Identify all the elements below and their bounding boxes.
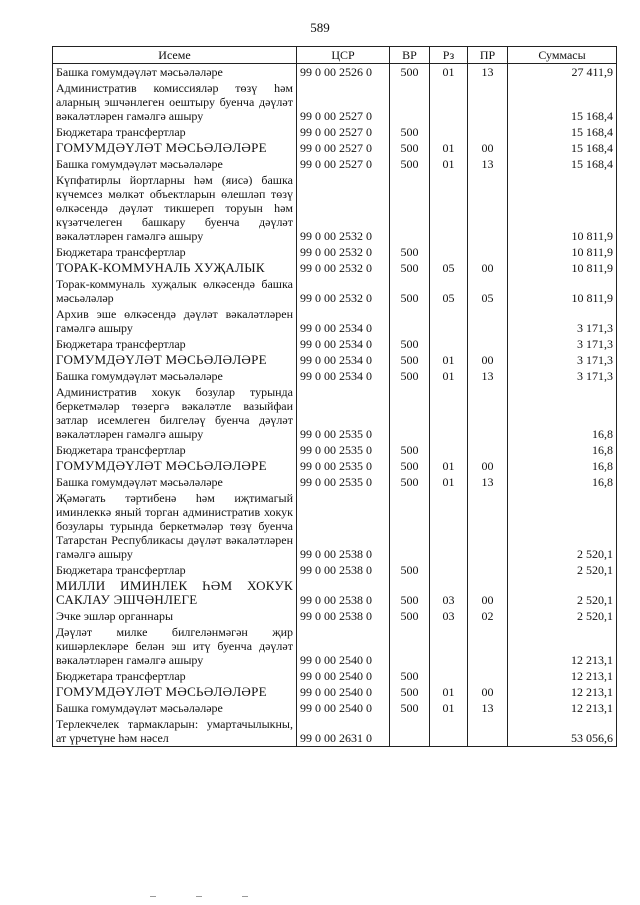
table-row xyxy=(53,156,617,172)
row-vr: 500 xyxy=(390,140,430,156)
table-row xyxy=(53,172,617,244)
row-csr: 99 0 00 2526 0 xyxy=(297,64,390,81)
row-name: Дәүләт милке билгеләнмәгән җир кишәрлекләре белән эш итү буенча дәүләт вәкаләтләрен гамәлгә ашыру xyxy=(53,624,297,668)
row-csr: 99 0 00 2540 0 xyxy=(297,624,390,668)
table-row xyxy=(53,64,617,81)
row-sum: 15 168,4 xyxy=(508,140,617,156)
row-csr: 99 0 00 2527 0 xyxy=(297,124,390,140)
header-sum: Суммасы xyxy=(508,47,617,64)
row-name: Башка гомумдәүләт мәсьәләләре xyxy=(53,474,297,490)
row-csr: 99 0 00 2532 0 xyxy=(297,260,390,276)
row-csr: 99 0 00 2540 0 xyxy=(297,668,390,684)
row-sum: 2 520,1 xyxy=(508,608,617,624)
row-name: Башка гомумдәүләт мәсьәләләре xyxy=(53,700,297,716)
row-csr: 99 0 00 2538 0 xyxy=(297,578,390,608)
row-rz xyxy=(430,442,468,458)
row-csr: 99 0 00 2540 0 xyxy=(297,684,390,700)
table-row xyxy=(53,578,617,608)
row-csr: 99 0 00 2535 0 xyxy=(297,384,390,442)
row-rz xyxy=(430,336,468,352)
row-rz: 01 xyxy=(430,474,468,490)
row-vr: 500 xyxy=(390,578,430,608)
row-csr: 99 0 00 2532 0 xyxy=(297,276,390,306)
row-pr: 13 xyxy=(468,474,508,490)
row-name: Бюджетара трансфертлар xyxy=(53,336,297,352)
row-pr xyxy=(468,716,508,747)
row-csr: 99 0 00 2631 0 xyxy=(297,716,390,747)
row-sum: 2 520,1 xyxy=(508,490,617,562)
table-row xyxy=(53,306,617,336)
row-vr: 500 xyxy=(390,700,430,716)
table-row xyxy=(53,244,617,260)
row-name: ТОРАК-КОММУНАЛЬ ХУҖАЛЫК xyxy=(53,260,297,276)
row-sum: 12 213,1 xyxy=(508,624,617,668)
row-vr: 500 xyxy=(390,442,430,458)
table-header xyxy=(53,47,617,64)
row-pr: 00 xyxy=(468,140,508,156)
row-vr xyxy=(390,490,430,562)
row-pr xyxy=(468,624,508,668)
row-vr: 500 xyxy=(390,474,430,490)
row-csr: 99 0 00 2535 0 xyxy=(297,458,390,474)
table-row xyxy=(53,716,617,747)
row-sum: 16,8 xyxy=(508,458,617,474)
row-sum: 15 168,4 xyxy=(508,156,617,172)
row-vr xyxy=(390,716,430,747)
row-rz: 01 xyxy=(430,140,468,156)
row-sum: 3 171,3 xyxy=(508,368,617,384)
table-row xyxy=(53,458,617,474)
table-row xyxy=(53,80,617,124)
row-name: Бюджетара трансфертлар xyxy=(53,668,297,684)
row-rz: 03 xyxy=(430,578,468,608)
row-rz xyxy=(430,306,468,336)
row-rz: 05 xyxy=(430,260,468,276)
row-name: Бюджетара трансфертлар xyxy=(53,442,297,458)
row-sum: 2 520,1 xyxy=(508,578,617,608)
row-pr xyxy=(468,490,508,562)
table-body xyxy=(53,64,617,747)
row-vr: 500 xyxy=(390,352,430,368)
table-row xyxy=(53,668,617,684)
row-vr: 500 xyxy=(390,458,430,474)
row-name: Архив эше өлкәсендә дәүләт вәкаләтләрен гамәлгә ашыру xyxy=(53,306,297,336)
row-pr xyxy=(468,562,508,578)
row-sum: 16,8 xyxy=(508,474,617,490)
row-csr: 99 0 00 2534 0 xyxy=(297,336,390,352)
row-vr: 500 xyxy=(390,64,430,81)
row-sum: 10 811,9 xyxy=(508,260,617,276)
row-pr xyxy=(468,442,508,458)
row-name: Административ хокук бозулар турында беркетмәләр төзергә вәкаләтле вазыйфаи затлар исемлеген билгеләү буенча дәүләт вәкаләтләрен гамәлгә ашыру xyxy=(53,384,297,442)
row-name: Башка гомумдәүләт мәсьәләләре xyxy=(53,368,297,384)
row-csr: 99 0 00 2535 0 xyxy=(297,442,390,458)
row-pr: 00 xyxy=(468,260,508,276)
header-pr: ПР xyxy=(468,47,508,64)
row-sum: 16,8 xyxy=(508,384,617,442)
row-pr: 13 xyxy=(468,700,508,716)
page-number: 589 xyxy=(310,20,330,35)
row-rz: 01 xyxy=(430,156,468,172)
row-rz xyxy=(430,624,468,668)
row-pr: 00 xyxy=(468,458,508,474)
row-csr: 99 0 00 2538 0 xyxy=(297,608,390,624)
row-sum: 10 811,9 xyxy=(508,276,617,306)
row-sum: 27 411,9 xyxy=(508,64,617,81)
row-vr: 500 xyxy=(390,124,430,140)
row-name: Җәмәгать тәртибенә һәм иҗтимагый иминлеккә яный торган административ хокук бозулары турында беркетмәләр төзү буенча Татарстан Республикасы дәүләт вәкаләтләрен гамәлгә ашыру xyxy=(53,490,297,562)
row-csr: 99 0 00 2534 0 xyxy=(297,352,390,368)
row-csr: 99 0 00 2534 0 xyxy=(297,368,390,384)
row-rz xyxy=(430,244,468,260)
row-name: Бюджетара трансфертлар xyxy=(53,244,297,260)
row-rz xyxy=(430,562,468,578)
row-vr: 500 xyxy=(390,276,430,306)
row-vr xyxy=(390,80,430,124)
row-vr xyxy=(390,172,430,244)
row-name: МИЛЛИ ИМИНЛЕК ҺӘМ ХОКУК САКЛАУ ЭШЧӘНЛЕГЕ xyxy=(53,578,297,608)
row-vr xyxy=(390,624,430,668)
table-row xyxy=(53,140,617,156)
row-pr: 05 xyxy=(468,276,508,306)
table-row xyxy=(53,352,617,368)
row-vr: 500 xyxy=(390,668,430,684)
row-name: Башка гомумдәүләт мәсьәләләре xyxy=(53,156,297,172)
table-row xyxy=(53,490,617,562)
row-pr xyxy=(468,668,508,684)
row-name: Торак-коммуналь хуҗалык өлкәсендә башка мәсьәләләр xyxy=(53,276,297,306)
row-csr: 99 0 00 2534 0 xyxy=(297,306,390,336)
row-rz xyxy=(430,80,468,124)
row-sum: 53 056,6 xyxy=(508,716,617,747)
table-row xyxy=(53,474,617,490)
row-rz: 01 xyxy=(430,368,468,384)
row-rz xyxy=(430,172,468,244)
row-sum: 12 213,1 xyxy=(508,700,617,716)
row-name: ГОМУМДӘҮЛӘТ МӘСЬӘЛӘЛӘРЕ xyxy=(53,684,297,700)
table-row xyxy=(53,562,617,578)
row-vr: 500 xyxy=(390,608,430,624)
row-csr: 99 0 00 2532 0 xyxy=(297,172,390,244)
row-name: Бюджетара трансфертлар xyxy=(53,562,297,578)
row-csr: 99 0 00 2527 0 xyxy=(297,80,390,124)
row-pr: 13 xyxy=(468,368,508,384)
row-name: Терлекчелек тармакларын: умартачылыкны, ат үрчетүне һәм нәсел xyxy=(53,716,297,747)
header-row xyxy=(53,47,617,64)
row-vr xyxy=(390,384,430,442)
row-pr: 00 xyxy=(468,578,508,608)
table-row xyxy=(53,368,617,384)
scan-specks xyxy=(150,884,450,888)
table-row xyxy=(53,276,617,306)
row-pr xyxy=(468,384,508,442)
header-rz: Рз xyxy=(430,47,468,64)
row-pr xyxy=(468,124,508,140)
row-sum: 3 171,3 xyxy=(508,352,617,368)
row-sum: 15 168,4 xyxy=(508,124,617,140)
row-rz: 01 xyxy=(430,458,468,474)
row-pr: 02 xyxy=(468,608,508,624)
row-vr: 500 xyxy=(390,562,430,578)
row-name: ГОМУМДӘҮЛӘТ МӘСЬӘЛӘЛӘРЕ xyxy=(53,140,297,156)
row-rz xyxy=(430,124,468,140)
row-pr xyxy=(468,80,508,124)
row-csr: 99 0 00 2527 0 xyxy=(297,140,390,156)
row-vr: 500 xyxy=(390,684,430,700)
table-row xyxy=(53,624,617,668)
row-pr xyxy=(468,336,508,352)
row-pr: 13 xyxy=(468,64,508,81)
row-vr: 500 xyxy=(390,156,430,172)
row-sum: 12 213,1 xyxy=(508,684,617,700)
row-csr: 99 0 00 2540 0 xyxy=(297,700,390,716)
row-pr: 00 xyxy=(468,684,508,700)
budget-table xyxy=(52,46,617,747)
row-rz: 01 xyxy=(430,64,468,81)
row-rz: 05 xyxy=(430,276,468,306)
row-rz xyxy=(430,668,468,684)
row-rz: 03 xyxy=(430,608,468,624)
row-sum: 10 811,9 xyxy=(508,244,617,260)
row-pr: 13 xyxy=(468,156,508,172)
row-sum: 3 171,3 xyxy=(508,306,617,336)
row-rz: 01 xyxy=(430,700,468,716)
table-row xyxy=(53,608,617,624)
row-pr xyxy=(468,172,508,244)
row-csr: 99 0 00 2538 0 xyxy=(297,562,390,578)
table-row xyxy=(53,384,617,442)
row-vr: 500 xyxy=(390,368,430,384)
table-row xyxy=(53,124,617,140)
row-csr: 99 0 00 2535 0 xyxy=(297,474,390,490)
row-rz xyxy=(430,716,468,747)
row-name: Бюджетара трансфертлар xyxy=(53,124,297,140)
row-sum: 10 811,9 xyxy=(508,172,617,244)
row-vr: 500 xyxy=(390,336,430,352)
row-sum: 2 520,1 xyxy=(508,562,617,578)
row-csr: 99 0 00 2532 0 xyxy=(297,244,390,260)
row-sum: 12 213,1 xyxy=(508,668,617,684)
row-name: ГОМУМДӘҮЛӘТ МӘСЬӘЛӘЛӘРЕ xyxy=(53,458,297,474)
row-name: Башка гомумдәүләт мәсьәләләре xyxy=(53,64,297,81)
row-rz xyxy=(430,384,468,442)
row-vr: 500 xyxy=(390,244,430,260)
row-pr: 00 xyxy=(468,352,508,368)
row-sum: 3 171,3 xyxy=(508,336,617,352)
header-name: Исеме xyxy=(53,47,297,64)
table-row xyxy=(53,684,617,700)
row-vr xyxy=(390,306,430,336)
row-rz: 01 xyxy=(430,352,468,368)
row-csr: 99 0 00 2527 0 xyxy=(297,156,390,172)
row-rz: 01 xyxy=(430,684,468,700)
row-vr: 500 xyxy=(390,260,430,276)
header-csr: ЦСР xyxy=(297,47,390,64)
table-row xyxy=(53,700,617,716)
row-rz xyxy=(430,490,468,562)
row-name: Күпфатирлы йортларны һәм (яисә) башка күчемсез мөлкәт объектларын өлешләп төзү өлкәсендә дәүләт тикшереп торуын һәм күзәтчелеген башкару буенча дәүләт вәкаләтләрен гамәлгә ашыру xyxy=(53,172,297,244)
table-row xyxy=(53,260,617,276)
row-sum: 15 168,4 xyxy=(508,80,617,124)
table-row xyxy=(53,442,617,458)
header-vr: ВР xyxy=(390,47,430,64)
table-row xyxy=(53,336,617,352)
row-pr xyxy=(468,244,508,260)
row-sum: 16,8 xyxy=(508,442,617,458)
row-name: Эчке эшләр органнары xyxy=(53,608,297,624)
row-pr xyxy=(468,306,508,336)
row-name: ГОМУМДӘҮЛӘТ МӘСЬӘЛӘЛӘРЕ xyxy=(53,352,297,368)
row-name: Административ комиссияләр төзү һәм аларның эшчәнлеген оештыру буенча дәүләт вәкаләтләрен гамәлгә ашыру xyxy=(53,80,297,124)
row-csr: 99 0 00 2538 0 xyxy=(297,490,390,562)
